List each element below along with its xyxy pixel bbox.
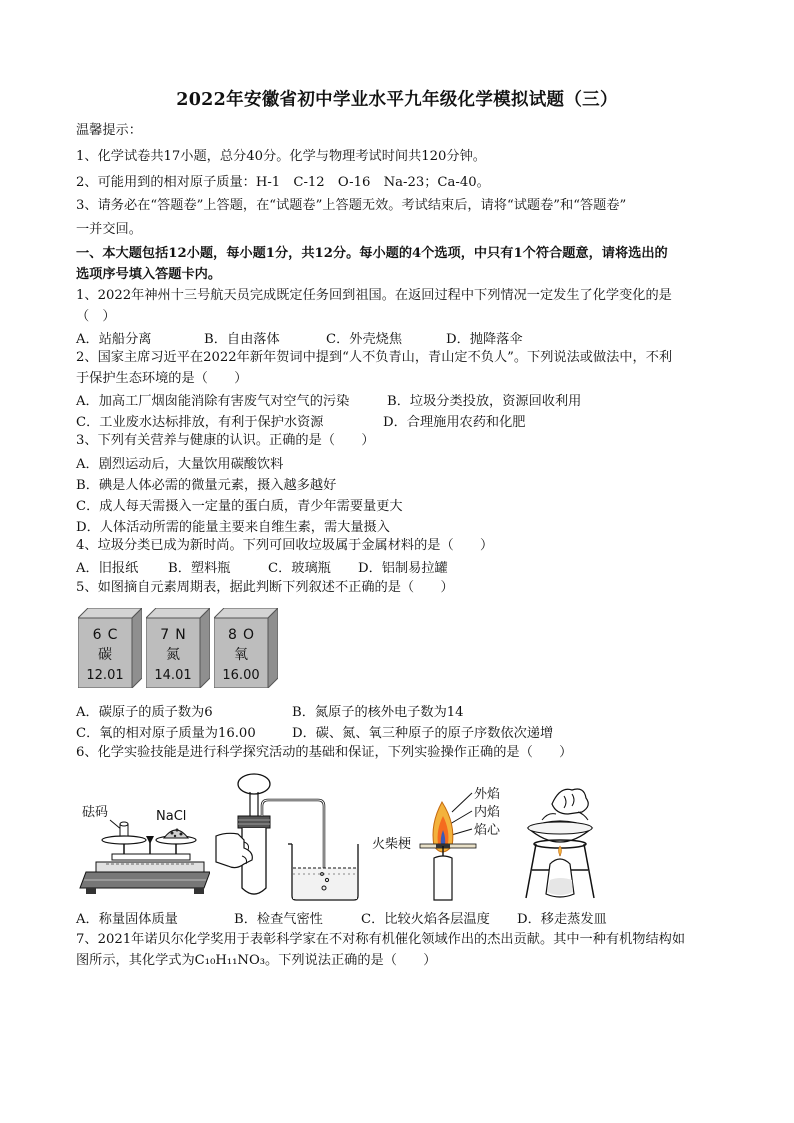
tip-line: 2、可能用到的相对原子质量：H-1 C-12 O-16 Na-23；Ca-40。: [76, 175, 490, 190]
section-heading: 一、本大题包括12小题，每小题1分，共12分。每小题的4个选项，中只有1个符合题意，请将选出的: [76, 246, 668, 261]
option-a: A．称量固体质量: [76, 912, 178, 927]
outer-flame-label: 外焰: [474, 787, 501, 802]
element-mass: 12.01: [86, 668, 124, 683]
tip-line: 3、请务必在“答题卷”上答题，在“试题卷”上答题无效。考试结束后，请将“试题卷”和“答题卷”: [76, 198, 627, 213]
tips-heading: 温馨提示：: [76, 123, 142, 138]
question-stem: 7、2021年诺贝尔化学奖用于表彰科学家在不对称有机催化领域作出的杰出贡献。其中一种有机物结构如: [76, 932, 686, 947]
element-tile-nitrogen: [146, 608, 210, 688]
option-a: A．加高工厂烟囱能消除有害废气对空气的污染: [76, 394, 350, 409]
option-a: A．旧报纸: [76, 561, 139, 576]
option-d: D．铝制易拉罐: [358, 561, 448, 576]
evaporating-dish-figure: [512, 784, 608, 902]
option-row: [76, 722, 553, 741]
weight-label: 砝码: [82, 805, 109, 820]
element-number-symbol: 8 O: [228, 627, 254, 643]
option-b: B．检查气密性: [234, 912, 323, 927]
airtightness-figure: [214, 770, 364, 902]
option-c: C．成人每天需摄入一定量的蛋白质，青少年需要量更大: [76, 499, 403, 514]
question-stem: 4、垃圾分类已成为新时尚。下列可回收垃圾属于金属材料的是（ ）: [76, 538, 494, 553]
option-row: [76, 328, 523, 347]
question-stem: 2、国家主席习近平在2022年新年贺词中提到“人不负青山，青山定不负人”。下列说法或做法中，不利: [76, 350, 673, 365]
option-d: D．碳、氮、氧三种原子的原子序数依次递增: [292, 726, 554, 741]
option-c: C．比较火焰各层温度: [361, 912, 490, 927]
option-c: C．氧的相对原子质量为16.00: [76, 726, 256, 741]
option-a: A．剧烈运动后，大量饮用碳酸饮料: [76, 457, 284, 472]
option-d: D．合理施用农药和化肥: [383, 415, 526, 430]
option-b: B．碘是人体必需的微量元素，摄入越多越好: [76, 478, 337, 493]
option-a: A．碳原子的质子数为6: [76, 705, 213, 720]
element-name: 氧: [234, 647, 248, 663]
option-d: D．抛降落伞: [446, 332, 523, 347]
option-b: B．氮原子的核外电子数为14: [292, 705, 464, 720]
option-c: C．工业废水达标排放，有利于保护水资源: [76, 415, 324, 430]
balance-figure: [76, 800, 210, 900]
inner-flame-label: 内焰: [474, 805, 501, 820]
option-row: [76, 701, 464, 720]
option-d: D．人体活动所需的能量主要来自维生素，需大量摄入: [76, 520, 390, 535]
element-tile-oxygen: [214, 608, 278, 688]
option-b: B．自由落体: [204, 332, 280, 347]
option-b: B．垃圾分类投放，资源回收利用: [387, 394, 582, 409]
option-c: C．外壳烧焦: [326, 332, 403, 347]
option-row: [76, 908, 607, 927]
question-stem: 5、如图摘自元素周期表，据此判断下列叙述不正确的是（ ）: [76, 580, 454, 595]
option-row: [76, 557, 448, 576]
nacl-label: NaCl: [156, 809, 187, 824]
option-d: D．移走蒸发皿: [517, 912, 607, 927]
option-row: [76, 411, 525, 430]
option-c: C．玻璃瓶: [268, 561, 331, 576]
section-heading: 选项序号填入答题卡内。: [76, 267, 222, 282]
option-a: A．站船分离: [76, 332, 152, 347]
page-title: 2022年安徽省初中学业水平九年级化学模拟试题（三）: [176, 90, 618, 110]
flame-figure: [372, 784, 512, 902]
question-stem: 6、化学实验技能是进行科学探究活动的基础和保证，下列实验操作正确的是（ ）: [76, 745, 573, 760]
question-stem: （ ）: [76, 309, 116, 324]
element-number-symbol: 6 C: [92, 627, 118, 643]
element-mass: 14.01: [154, 668, 192, 683]
tip-line: 1、化学试卷共17小题，总分40分。化学与物理考试时间共120分钟。: [76, 149, 486, 164]
element-number-symbol: 7 N: [160, 627, 186, 643]
option-row: [76, 390, 581, 409]
option-b: B．塑料瓶: [168, 561, 231, 576]
element-name: 碳: [98, 647, 112, 663]
element-tile-carbon: [78, 608, 142, 688]
question-stem: 1、2022年神州十三号航天员完成既定任务回到祖国。在返回过程中下列情况一定发生了化学变化的是: [76, 288, 672, 303]
element-name: 氮: [166, 647, 180, 663]
question-stem: 图所示，其化学式为C₁₀H₁₁NO₃。下列说法正确的是（ ）: [76, 953, 437, 968]
question-stem: 3、下列有关营养与健康的认识。正确的是（ ）: [76, 433, 375, 448]
flame-core-label: 焰心: [474, 823, 501, 838]
question-stem: 于保护生态环境的是（ ）: [76, 371, 248, 386]
tip-line: 一并交回。: [76, 222, 142, 237]
element-mass: 16.00: [222, 668, 260, 683]
matchstick-label: 火柴梗: [372, 837, 412, 852]
